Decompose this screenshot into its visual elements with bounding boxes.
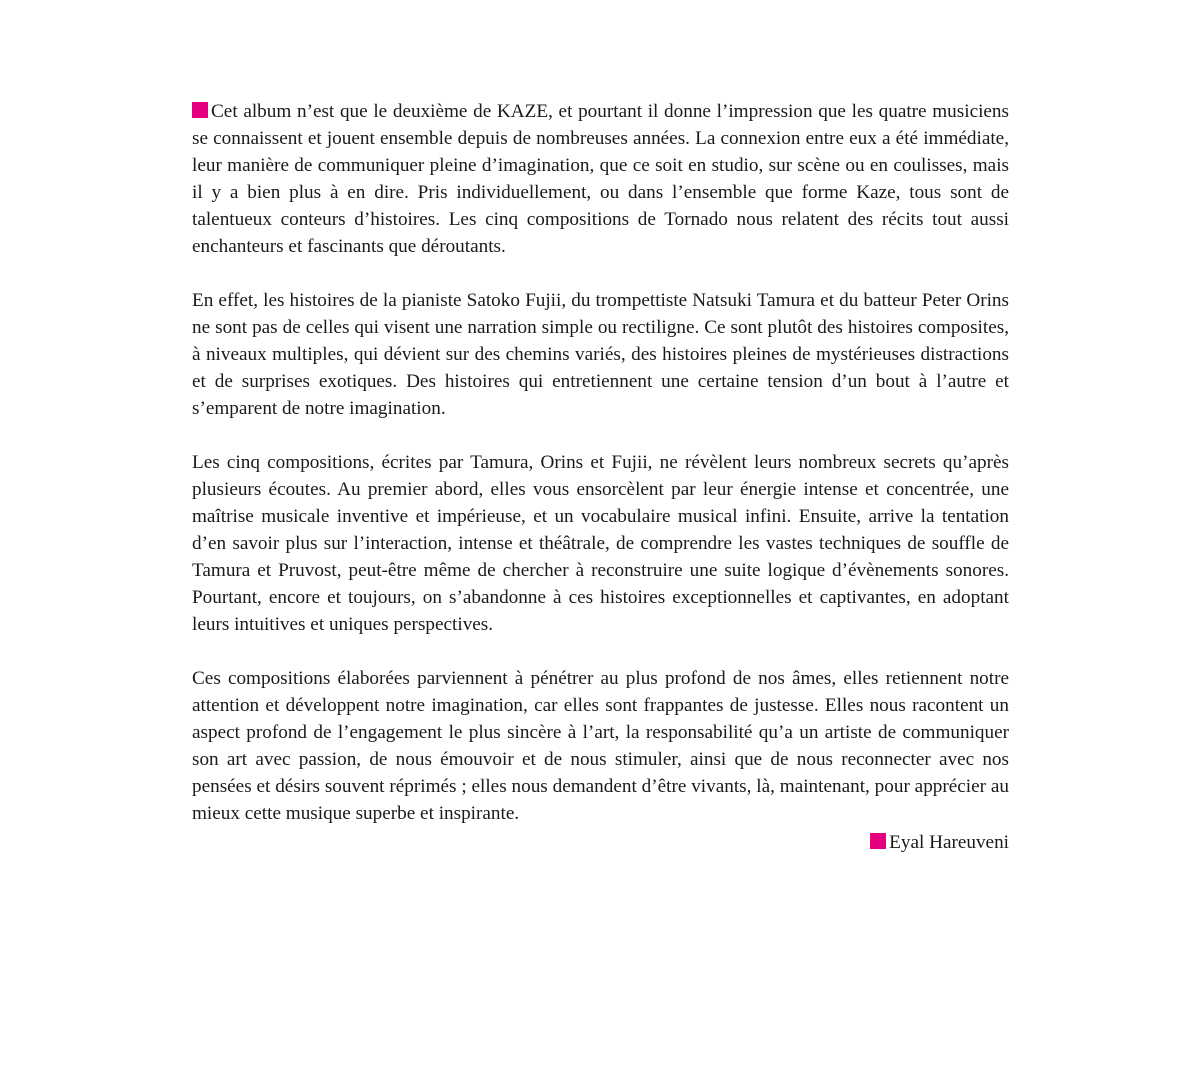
pink-square-marker-icon [192,102,208,118]
pink-square-marker-icon [870,833,886,849]
paragraph-4: Ces compositions élaborées parviennent à pénétrer au plus profond de nos âmes, elles retiennent notre attention et développent notre imagination, car elles sont frappantes de justesse. Elles nous racontent un aspect profond de l’engagement le plus sincère à l’art, la responsabilité qu’a un artiste de communiquer son art avec passion, de nous émouvoir et de nous stimuler, ainsi que de nous reconnecter avec nos pensées et désirs souvent réprimés ; elles nous demandent d’être vivants, là, maintenant, pour apprécier au mieux cette musique superbe et inspirante. [192,668,1009,824]
paragraph-1 [192,98,1009,260]
paragraph-3: Les cinq compositions, écrites par Tamura, Orins et Fujii, ne révèlent leurs nombreux secrets qu’après plusieurs écoutes. Au premier abord, elles vous ensorcèlent par leur énergie intense et concentrée, une maîtrise musicale inventive et impérieuse, et un vocabulaire musical infini. Ensuite, arrive la tentation d’en savoir plus sur l’interaction, intense et théâtrale, de comprendre les vastes techniques de souffle de Tamura et Pruvost, peut-être même de chercher à reconstruire une suite logique d’évènements sonores. Pourtant, encore et toujours, on s’abandonne à ces histoires exceptionnelles et captivantes, en adoptant leurs intuitives et uniques perspectives. [192,452,1009,635]
paragraph-2: En effet, les histoires de la pianiste Satoko Fujii, du trompettiste Natsuki Tamura et du batteur Peter Orins ne sont pas de celles qui visent une narration simple ou rectiligne. Ce sont plutôt des histoires composites, à niveaux multiples, qui dévient sur des chemins variés, des histoires pleines de mystérieuses distractions et de surprises exotiques. Des histoires qui entretiennent une certaine tension d’un bout à l’autre et s’emparent de notre imagination. [192,290,1009,419]
author-name: Eyal Hareuveni [889,832,1009,853]
author-signature [192,829,1009,856]
liner-notes-page [192,98,1009,856]
paragraph-1-text: Cet album n’est que le deuxième de KAZE, et pourtant il donne l’impression que les quatre musiciens se connaissent et jouent ensemble depuis de nombreuses années. La connexion entre eux a été immédiate, leur manière de communiquer pleine d’imagination, que ce soit en studio, sur scène ou en coulisses, mais il y a bien plus à en dire. Pris individuellement, ou dans l’ensemble que forme Kaze, tous sont de talentueux conteurs d’histoires. Les cinq compositions de Tornado nous relatent des récits tout aussi enchanteurs et fascinants que déroutants. [192,101,1009,257]
